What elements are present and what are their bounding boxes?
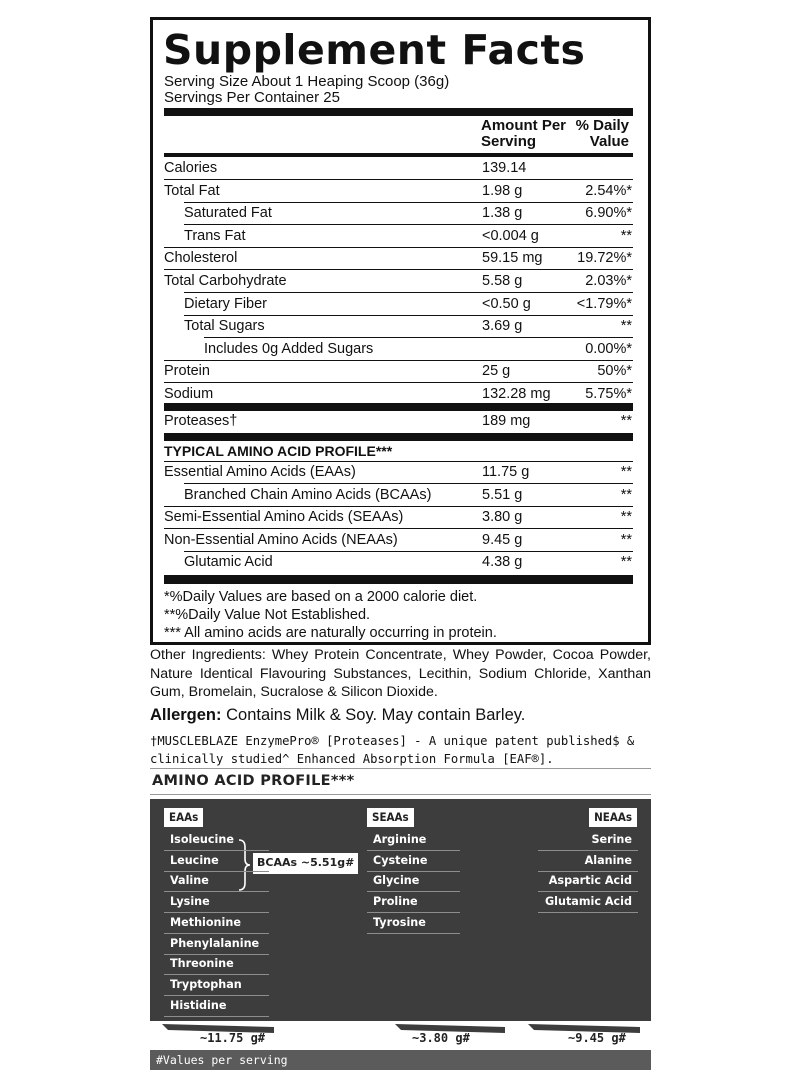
amino-acid-item: Isoleucine [164,830,269,851]
nutrient-name: Total Fat [164,182,220,199]
nutrient-amount: 1.38 g [482,205,523,222]
amino-acid-item: Aspartic Acid [538,871,638,892]
nutrient-amount: 139.14 [482,160,527,176]
amino-acid-profile-title: AMINO ACID PROFILE*** [152,773,355,789]
amino-acid-item: Alanine [538,851,638,872]
amino-acid-item: Histidine [164,996,269,1017]
allergen-label: Allergen: [150,706,222,724]
amino-acid-item: Glycine [367,871,460,892]
table-row [164,226,633,248]
amino-acid-item: Cysteine [367,851,460,872]
patent-note: †MUSCLEBLAZE EnzymePro® [Proteases] - A unique patent published$ & clinically studied^ Enhanced Absorption Formula [EAF®]. [150,734,635,766]
nutrient-daily-value: 5.75%* [585,386,632,402]
amino-acid-item: Tryptophan [164,975,269,996]
nutrient-daily-value: ** [620,227,632,244]
nutrient-amount: 3.69 g [482,318,523,335]
serving-size: Serving Size About 1 Heaping Scoop (36g) [164,73,450,90]
amino-acid-item: Tyrosine [367,913,460,934]
amount-header: Amount Per Serving [481,117,567,150]
thick-divider [164,403,633,411]
amino-name: Essential Amino Acids (EAAs) [164,464,356,480]
servings-per-container: Servings Per Container 25 [164,89,340,106]
amino-name: Semi-Essential Amino Acids (SEAAs) [164,509,404,526]
table-row [164,507,633,529]
amino-acid-profile-panel [150,799,651,1021]
nutrient-amount: 59.15 mg [482,250,543,267]
nutrient-amount: <0.004 g [482,227,539,244]
seaa-total: ~3.80 g# [412,1031,470,1045]
nutrient-amount: 5.58 g [482,273,523,289]
amino-daily-value: ** [620,531,632,548]
table-row [164,271,633,293]
nutrient-daily-value: ** [620,413,632,429]
amino-name: Non-Essential Amino Acids (NEAAs) [164,531,398,548]
neaas-tag: NEAAs [589,808,637,827]
values-per-serving-note: #Values per serving [150,1050,651,1070]
amino-acid-item: Threonine [164,954,269,975]
nutrient-name: Proteases† [164,413,238,429]
nutrient-daily-value: 50%* [597,363,632,380]
thick-divider [164,433,633,441]
bcaa-label: BCAAs ~5.51g# [253,853,358,874]
amino-acid-item: Lysine [164,892,269,913]
nutrient-name: Includes 0g Added Sugars [204,340,374,357]
supplement-facts-panel [150,17,651,645]
nutrient-name: Cholesterol [164,250,238,267]
divider [150,768,651,769]
table-row [164,485,633,507]
table-row [164,181,633,203]
daily-value-header: % Daily Value [575,117,629,150]
nutrient-name: Dietary Fiber [184,295,267,312]
amino-acid-item: Valine [164,871,269,892]
nutrient-daily-value: 19.72%* [577,250,632,267]
amino-acid-item: Phenylalanine [164,934,269,955]
table-row [164,158,633,180]
nutrient-name: Total Carbohydrate [164,273,287,289]
eaas-tag: EAAs [164,808,203,827]
table-row [164,552,633,574]
amino-acid-item: Arginine [367,830,460,851]
nutrient-daily-value: 6.90%* [585,205,632,222]
nutrient-name: Protein [164,363,210,380]
table-row [164,248,633,270]
eaa-total: ~11.75 g# [200,1031,266,1045]
amino-acid-item: Leucine [164,851,269,872]
thick-divider [164,108,633,116]
amino-amount: 9.45 g [482,531,523,548]
amino-daily-value: ** [620,486,632,503]
amino-name: Glutamic Acid [184,554,273,571]
allergen-text: Contains Milk & Soy. May contain Barley. [221,706,526,724]
amino-name: Branched Chain Amino Acids (BCAAs) [184,486,432,503]
nutrient-amount: 189 mg [482,413,531,429]
nutrient-amount: 1.98 g [482,182,523,199]
amino-amount: 11.75 g [482,464,530,480]
nutrient-daily-value: ** [620,318,632,335]
table-row [164,530,633,552]
amino-acid-item: Methionine [164,913,269,934]
amino-acid-item: Glutamic Acid [538,892,638,913]
thick-divider [164,575,633,584]
nutrient-name: Trans Fat [184,227,246,244]
nutrient-daily-value: 2.54%* [585,182,632,199]
footnote: *%Daily Values are based on a 2000 calorie diet. [164,589,478,605]
footnote: *** All amino acids are naturally occurring in protein. [164,625,497,641]
neaa-total: ~9.45 g# [568,1031,626,1045]
amino-amount: 5.51 g [482,486,523,503]
amino-daily-value: ** [620,554,632,571]
table-row [164,294,633,316]
amino-profile-title: TYPICAL AMINO ACID PROFILE*** [164,443,393,459]
table-row [164,462,633,484]
nutrient-name: Saturated Fat [184,205,272,222]
seaas-tag: SEAAs [367,808,414,827]
amino-acid-item: Proline [367,892,460,913]
amino-daily-value: ** [620,464,632,480]
table-row [164,203,633,225]
header-divider [164,153,633,157]
nutrient-daily-value: 0.00%* [585,340,632,357]
allergen-statement [150,706,525,725]
table-row [164,316,633,338]
nutrient-name: Sodium [164,386,214,402]
facts-title: Supplement Facts [163,26,586,74]
table-row [164,339,633,361]
nutrient-name: Calories [164,160,218,176]
nutrient-amount: <0.50 g [482,295,531,312]
amino-daily-value: ** [620,509,632,526]
amino-amount: 3.80 g [482,509,523,526]
footnote: **%Daily Value Not Established. [164,607,371,623]
other-ingredients: Other Ingredients: Whey Protein Concentrate, Whey Powder, Cocoa Powder, Nature Identical Flavouring Substances, Lecithin, Sodium Chloride, Xanthan Gum, Bromelain, Sucralose & Silicon Dioxide. [150,647,651,700]
nutrient-amount: 132.28 mg [482,386,551,402]
amino-acid-item: Serine [538,830,638,851]
amino-amount: 4.38 g [482,554,523,571]
nutrient-name: Total Sugars [184,318,265,335]
divider [150,794,651,795]
nutrient-daily-value: 2.03%* [585,273,632,289]
nutrient-daily-value: <1.79%* [576,295,632,312]
nutrient-amount: 25 g [482,363,511,380]
table-row [164,361,633,383]
table-row [164,411,633,433]
